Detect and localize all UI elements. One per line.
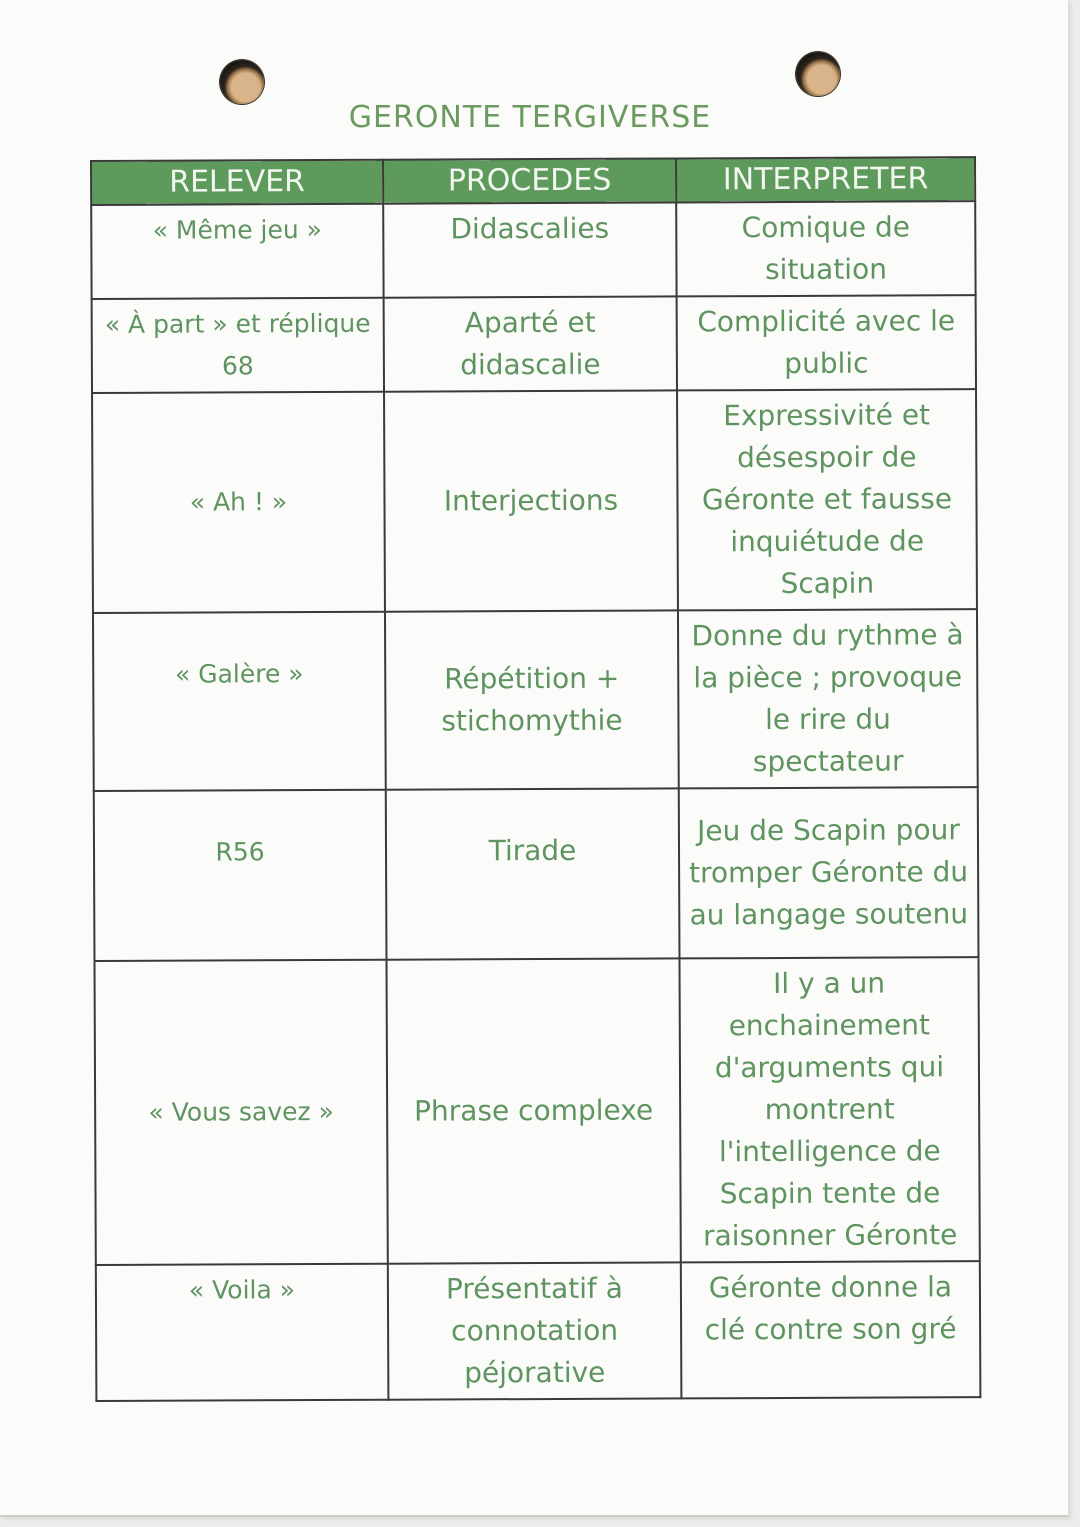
cell-interpretation: Il y a un enchainement d'arguments qui montrent l'intelligence de Scapin tente de raisonner Géronte <box>679 957 979 1262</box>
cell-interpretation: Jeu de Scapin pour tromper Géronte du au langage soutenu <box>679 787 979 958</box>
table-row <box>93 609 978 791</box>
cell-releve: « Voila » <box>96 1264 389 1401</box>
cell-releve: « Ah ! » <box>92 392 385 613</box>
cell-interpretation: Complicité avec le public <box>677 295 976 390</box>
cell-procede: Phrase complexe <box>386 958 680 1263</box>
table-row <box>92 389 977 613</box>
table-row <box>94 787 979 961</box>
table-row <box>91 201 975 299</box>
cell-interpretation: Expressivité et désespoir de Géronte et fausse inquiétude de Scapin <box>677 389 977 610</box>
cell-releve: « Galère » <box>93 612 386 791</box>
table-row <box>92 295 976 393</box>
analysis-table <box>90 156 981 1402</box>
header-interpreter: INTERPRETER <box>676 157 975 202</box>
header-relever: RELEVER <box>91 160 383 205</box>
table-row <box>96 1261 981 1401</box>
cell-interpretation: Donne du rythme à la pièce ; provoque le rire du spectateur <box>678 609 978 788</box>
cell-interpretation: Géronte donne la clé contre son gré <box>681 1261 981 1398</box>
table-row <box>94 957 979 1265</box>
cell-procede: Aparté et didascalie <box>384 296 677 391</box>
header-procedes: PROCEDES <box>383 158 676 203</box>
cell-releve: « Vous savez » <box>94 960 387 1265</box>
cell-procede: Didascalies <box>383 202 676 297</box>
cell-procede: Interjections <box>384 390 678 611</box>
cell-interpretation: Comique de situation <box>676 201 975 296</box>
punch-hole-left <box>220 60 264 104</box>
table-header-row <box>91 157 975 205</box>
punch-hole-right <box>796 52 840 96</box>
cell-procede: Répétition + stichomythie <box>385 610 679 789</box>
page-title: GERONTE TERGIVERSE <box>348 100 712 135</box>
cell-procede: Présentatif à connotation péjorative <box>388 1262 682 1399</box>
cell-releve: R56 <box>94 790 387 961</box>
cell-procede: Tirade <box>386 788 680 959</box>
cell-releve: « À part » et réplique 68 <box>92 298 384 393</box>
cell-releve: « Même jeu » <box>91 204 383 299</box>
